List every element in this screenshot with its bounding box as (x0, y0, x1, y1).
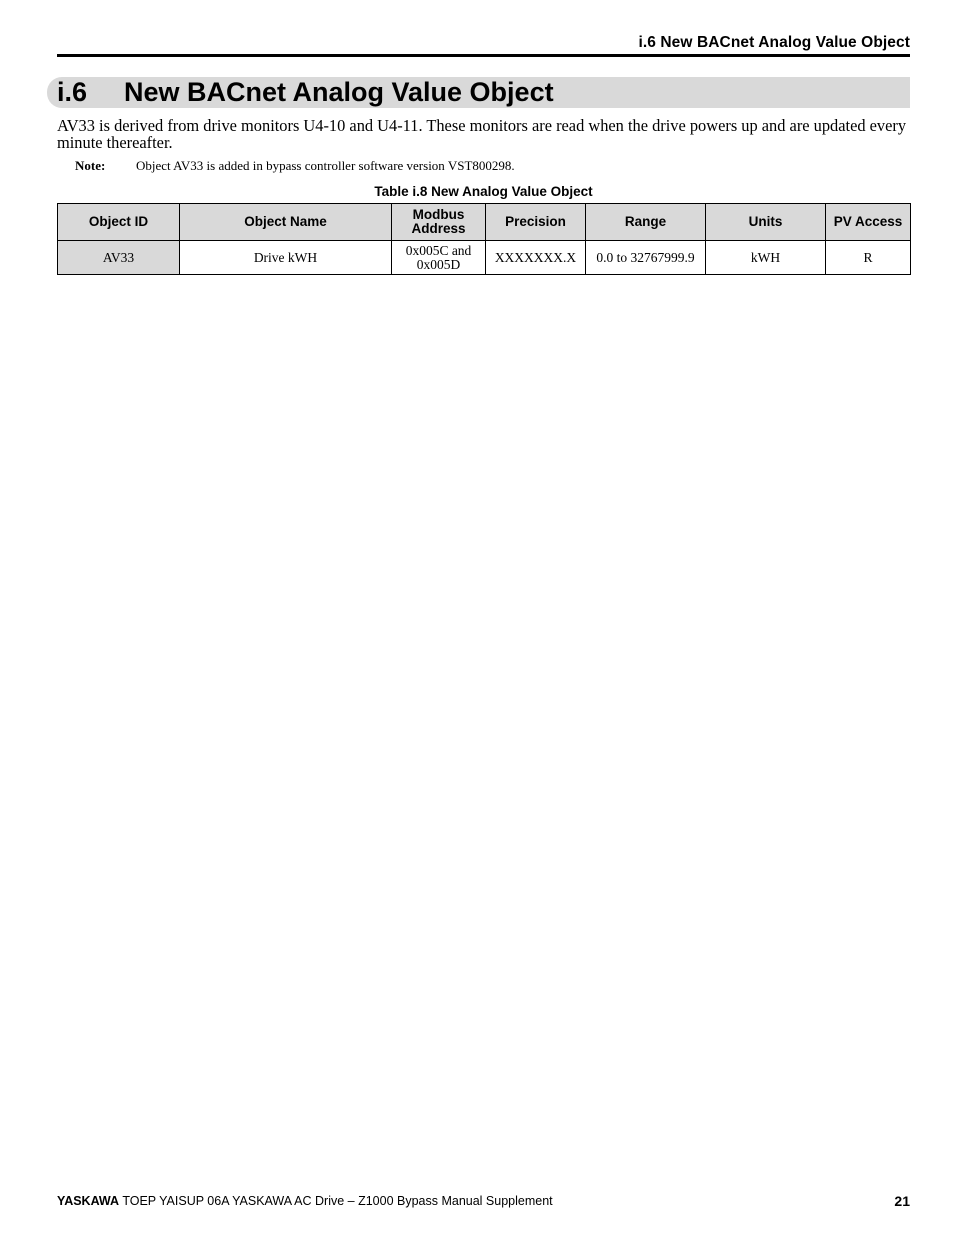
cell-pv-access: R (826, 241, 911, 275)
column-header-pv-access: PV Access (826, 204, 911, 241)
section-title: New BACnet Analog Value Object (124, 77, 554, 107)
column-header-modbus-address (392, 204, 486, 241)
section-number: i.6 (57, 77, 88, 107)
cell-units: kWH (706, 241, 826, 275)
analog-value-table (57, 203, 911, 275)
cell-range: 0.0 to 32767999.9 (586, 241, 706, 275)
cell-modbus-line2: 0x005D (416, 256, 461, 272)
note-text: Object AV33 is added in bypass controller software version VST800298. (136, 158, 515, 173)
cell-modbus-line1: 0x005C and (405, 242, 472, 258)
column-header-object-name: Object Name (180, 204, 392, 241)
table-row (58, 241, 911, 275)
footer-doc-text: TOEP YAISUP 06A YASKAWA AC Drive – Z1000 Bypass Manual Supplement (122, 1194, 553, 1208)
table-header-row (58, 204, 911, 241)
cell-precision: XXXXXXX.X (486, 241, 586, 275)
column-header-units: Units (706, 204, 826, 241)
body-paragraph: AV33 is derived from drive monitors U4-10 and U4-11. These monitors are read when the drive powers up and are updated every minute thereafter. (57, 116, 907, 152)
cell-modbus-address (392, 241, 486, 275)
cell-object-name: Drive kWH (180, 241, 392, 275)
note-label: Note: (75, 158, 106, 173)
column-header-modbus-line1: Modbus (412, 207, 465, 222)
column-header-range: Range (586, 204, 706, 241)
running-header: i.6 New BACnet Analog Value Object (638, 34, 910, 51)
column-header-precision: Precision (486, 204, 586, 241)
footer-document-info (57, 1194, 553, 1208)
footer-brand: YASKAWA (57, 1194, 120, 1208)
table-caption: Table i.8 New Analog Value Object (374, 184, 593, 199)
cell-object-id: AV33 (58, 241, 180, 275)
page-number: 21 (894, 1193, 910, 1209)
column-header-object-id: Object ID (58, 204, 180, 241)
column-header-modbus-line2: Address (411, 221, 466, 236)
header-rule (57, 54, 910, 57)
